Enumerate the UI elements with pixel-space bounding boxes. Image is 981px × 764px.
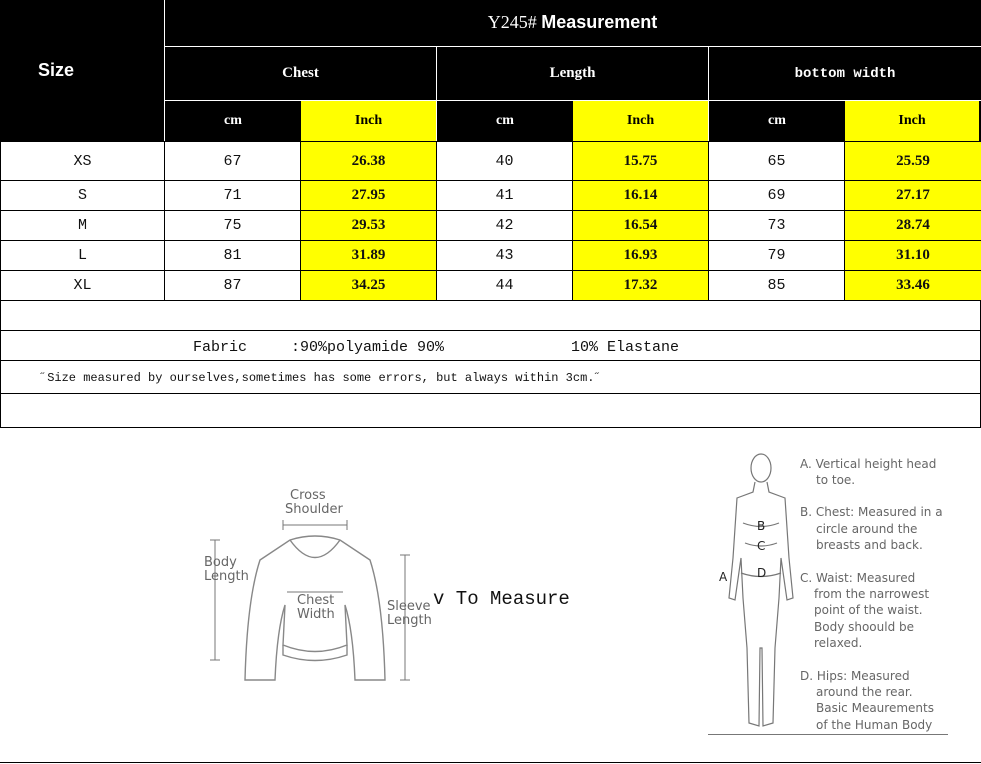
body-note-line: Basic Meaurements: [816, 701, 934, 715]
length-cm-cell: 43: [437, 241, 573, 271]
length-inch-cell: 16.93: [573, 241, 709, 271]
table-row: [1, 241, 981, 271]
length-inch-cell: 15.75: [573, 142, 709, 181]
table-title: [164, 12, 981, 33]
length-cm-cell: 42: [437, 211, 573, 241]
body-note-line: relaxed.: [814, 636, 863, 650]
row-divider: [0, 330, 981, 331]
bottom-cm-cell: 73: [709, 211, 845, 241]
unit-chest-cm: cm: [224, 113, 242, 128]
bottom-cm-cell: 65: [709, 142, 845, 181]
body-length-label: Body: [204, 555, 237, 570]
body-note-line: around the rear.: [816, 685, 913, 699]
measurement-note: ˝Size measured by ourselves,sometimes has some errors, but always within 3cm.˝: [40, 371, 602, 385]
body-note-line: point of the waist.: [814, 603, 923, 617]
bottom-inch-cell: 33.46: [845, 271, 981, 301]
chest-cm-cell: 75: [165, 211, 301, 241]
body-notes: [798, 452, 978, 737]
body-note-line: circle around the: [816, 522, 918, 536]
unit-bottom-cm: cm: [768, 113, 786, 128]
table-row: [1, 211, 981, 241]
unit-length-cm: cm: [496, 113, 514, 128]
row-divider: [0, 427, 981, 428]
row-divider: [0, 393, 981, 394]
cross-shoulder-label: Shoulder: [285, 502, 343, 517]
body-letter-c: C: [757, 539, 766, 553]
bottom-cm-cell: 69: [709, 181, 845, 211]
length-cm-cell: 44: [437, 271, 573, 301]
sweater-neckline: [290, 540, 340, 558]
bottom-cm-cell: 79: [709, 241, 845, 271]
chest-inch-cell: 31.89: [301, 241, 437, 271]
bottom-inch-cell: 31.10: [845, 241, 981, 271]
body-note-line: breasts and back.: [816, 538, 923, 552]
body-note-line: to toe.: [816, 473, 856, 487]
body-letter-a: A: [719, 570, 728, 584]
table-row: [1, 271, 981, 301]
body-note-line: C. Waist: Measured: [800, 571, 916, 585]
chest-cm-cell: 81: [165, 241, 301, 271]
size-cell: XL: [1, 271, 165, 301]
length-cm-cell: 40: [437, 142, 573, 181]
size-cell: M: [1, 211, 165, 241]
size-cell: L: [1, 241, 165, 271]
bottom-inch-cell: 27.17: [845, 181, 981, 211]
group-length: Length: [549, 65, 596, 81]
body-note-line: A. Vertical height head: [800, 457, 937, 471]
table-row: [1, 181, 981, 211]
row-divider: [0, 762, 981, 763]
title-word: Measurement: [541, 12, 658, 32]
bottom-inch-cell: 28.74: [845, 211, 981, 241]
fabric-value: :90%polyamide 90%: [291, 339, 445, 356]
bottom-cm-cell: 85: [709, 271, 845, 301]
sleeve-length-label: Length: [387, 613, 432, 628]
body-note-line: of the Human Body: [816, 718, 933, 732]
unit-length-inch: Inch: [573, 101, 708, 141]
sweater-hem: [283, 645, 347, 661]
length-inch-cell: 17.32: [573, 271, 709, 301]
fabric-extra: 10% Elastane: [571, 339, 680, 356]
body-note-line: B. Chest: Measured in a: [800, 505, 943, 519]
chest-inch-cell: 29.53: [301, 211, 437, 241]
length-inch-cell: 16.14: [573, 181, 709, 211]
unit-bottom-inch: Inch: [845, 101, 979, 141]
size-cell: S: [1, 181, 165, 211]
chest-cm-cell: 67: [165, 142, 301, 181]
body-note-line: from the narrowest: [814, 587, 930, 601]
size-table: [0, 141, 981, 301]
group-chest: Chest: [282, 65, 319, 81]
body-note-line: Body shoould be: [814, 620, 915, 634]
body-note-line: D. Hips: Measured: [800, 669, 910, 683]
size-cell: XS: [1, 142, 165, 181]
sleeve-length-label: Sleeve: [387, 599, 431, 614]
title-code: Y245#: [487, 12, 537, 32]
chest-inch-cell: 27.95: [301, 181, 437, 211]
chest-cm-cell: 71: [165, 181, 301, 211]
chest-inch-cell: 34.25: [301, 271, 437, 301]
length-cm-cell: 41: [437, 181, 573, 211]
bottom-inch-cell: 25.59: [845, 142, 981, 181]
group-bottom-width: bottom width: [794, 65, 896, 82]
unit-chest-inch: Inch: [301, 101, 436, 141]
chest-inch-cell: 26.38: [301, 142, 437, 181]
body-length-label: Length: [204, 569, 249, 584]
cross-shoulder-label: Cross: [290, 488, 326, 503]
size-header: Size: [38, 60, 75, 80]
how-to-measure-text: v To Measure: [433, 588, 570, 610]
table-row: [1, 142, 981, 181]
length-inch-cell: 16.54: [573, 211, 709, 241]
chest-width-label: Chest: [297, 593, 335, 608]
chest-cm-cell: 87: [165, 271, 301, 301]
frame-edge: [0, 300, 1, 428]
body-head: [751, 454, 771, 482]
row-divider: [0, 360, 981, 361]
chest-width-label: Width: [297, 607, 335, 622]
fabric-label: Fabric: [193, 339, 248, 356]
sweater-diagram: [195, 480, 445, 690]
body-letter-b: B: [757, 519, 766, 533]
body-letter-d: D: [757, 566, 767, 580]
